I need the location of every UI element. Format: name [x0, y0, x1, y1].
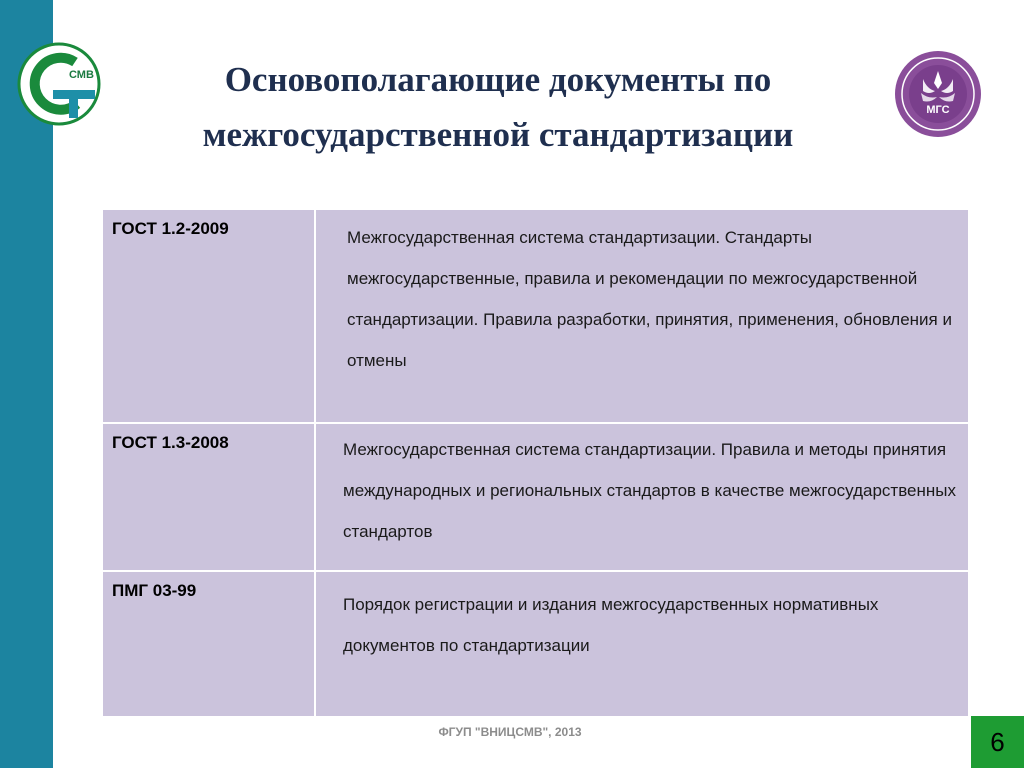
documents-table [101, 208, 970, 718]
title-line-1: Основополагающие документы по [224, 60, 772, 99]
document-code: ПМГ 03-99 [112, 581, 197, 600]
table-row [102, 423, 969, 571]
document-description: Межгосударственная система стандартизации. Стандарты межгосударственные, правила и рекомендации по межгосударственной стандартизации. Правила разработки, принятия, применения, обновления и отмены [347, 228, 952, 370]
document-description: Порядок регистрации и издания межгосударственных нормативных документов по стандартизации [343, 595, 879, 655]
document-description-cell [315, 209, 969, 423]
organization-logo [17, 42, 101, 126]
document-description-cell [315, 423, 969, 571]
document-code-cell [102, 423, 315, 571]
title-line-2: межгосударственной стандартизации [202, 115, 794, 154]
document-description: Межгосударственная система стандартизации. Правила и методы принятия международных и региональных стандартов в качестве межгосударственных стандартов [343, 440, 957, 541]
page-title [103, 52, 893, 162]
mgs-seal-logo [893, 49, 983, 139]
document-code-cell [102, 209, 315, 423]
logo-text: СМВ [69, 69, 94, 81]
document-code: ГОСТ 1.2-2009 [112, 219, 229, 238]
page-number-badge: 6 [971, 716, 1024, 768]
seal-label: МГС [926, 104, 950, 116]
document-code-cell [102, 571, 315, 717]
table-row [102, 209, 969, 423]
table-row [102, 571, 969, 717]
document-code: ГОСТ 1.3-2008 [112, 433, 229, 452]
footer-organization: ФГУП "ВНИЦСМВ", 2013 [438, 725, 582, 739]
document-description-cell [315, 571, 969, 717]
